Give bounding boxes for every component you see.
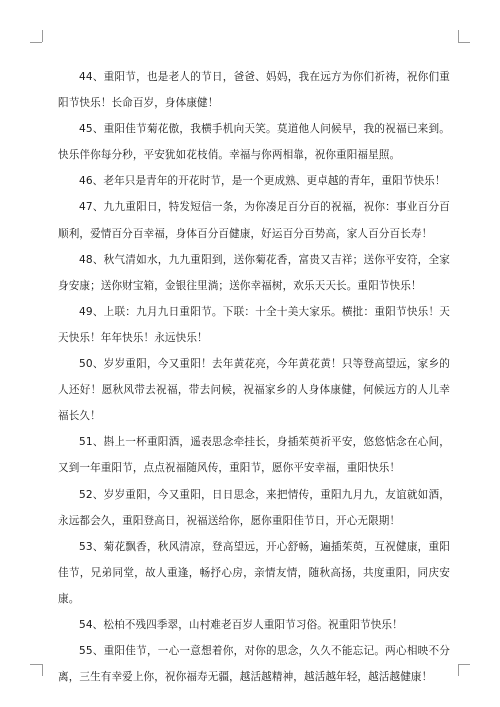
greeting-entry-46: 46、老年只是青年的开花时节，是一个更成熟、更卓越的青年，重阳节快乐！ <box>79 175 446 188</box>
greeting-entry-45: 45、重阳佳节菊花傲，我横手机向天笑。莫道他人问候早，我的祝福已来到。快乐伴你每分秒，平安犹如花枝俏。幸福与你两相靠，祝你重阳福星照。 <box>58 123 450 162</box>
crop-mark-bottom-right-h <box>458 664 470 665</box>
greeting-entry-53: 53、菊花飘香，秋风清凉，登高望远，开心舒畅，遍插茱萸，互祝健康，重阳佳节，兄弟同堂，故人重逢，畅抒心房，亲情友情，随秋高扬，共度重阳，同庆安康。 <box>58 540 450 605</box>
crop-mark-top-left-h <box>30 42 42 43</box>
crop-mark-top-right-v <box>458 30 459 42</box>
greeting-entry-52: 52、岁岁重阳，今又重阳，日日思念，来把情传，重阳九月九，友谊就如酒，永远都会久，重阳登高日，祝福送给你，愿你重阳佳节日，开心无限期！ <box>58 488 450 527</box>
crop-mark-top-right-h <box>458 42 470 43</box>
crop-mark-top-left-v <box>42 30 43 42</box>
greeting-entry-48: 48、秋气清如水，九九重阳到，送你菊花香，富贵又吉祥；送你平安符，全家身安康；送你财宝箱，金银往里淌；送你幸福树，欢乐天天长。重阳节快乐！ <box>58 253 450 292</box>
crop-mark-bottom-left-h <box>30 664 42 665</box>
greeting-entry-50: 50、岁岁重阳，今又重阳！去年黄花亮，今年黄花黄！只等登高望远，家乡的人还好！愿秋风带去祝福，带去问候，祝福家乡的人身体康健，何候远方的人儿幸福长久！ <box>58 358 450 423</box>
greeting-entry-47: 47、九九重阳日，特发短信一条，为你凑足百分百的祝福，祝你：事业百分百顺利，爱情百分百幸福，身体百分百健康，好运百分百势高，家人百分百长寿！ <box>58 201 450 240</box>
greeting-entry-54: 54、松柏不残四季翠，山村难老百岁人重阳节习俗。祝重阳节快乐！ <box>79 618 403 631</box>
crop-mark-bottom-right-v <box>458 664 459 676</box>
greeting-entry-49: 49、上联：九月九日重阳节。下联：十全十美大家乐。横批：重阳节快乐！天天快乐！年年快乐！永远快乐！ <box>58 305 450 344</box>
greeting-entry-55: 55、重阳佳节，一心一意想着你，对你的思念，久久不能忘记。两心相映不分离，三生有幸爱上你，祝你福寿无疆，越活越精神，越活越年轻，越活越健康！ <box>58 645 450 684</box>
greeting-entry-51: 51、斟上一杯重阳酒，遥表思念牵挂长，身插茱萸祈平安，悠悠惦念在心间，又到一年重阳节，点点祝福随风传，重阳节，愿你平安幸福，重阳快乐！ <box>58 436 450 475</box>
crop-mark-bottom-left-v <box>42 664 43 676</box>
greeting-entry-44: 44、重阳节，也是老人的节日，爸爸、妈妈，我在远方为你们祈祷，祝你们重阳节快乐！长命百岁，身体康健！ <box>58 71 450 110</box>
document-body <box>58 64 450 690</box>
